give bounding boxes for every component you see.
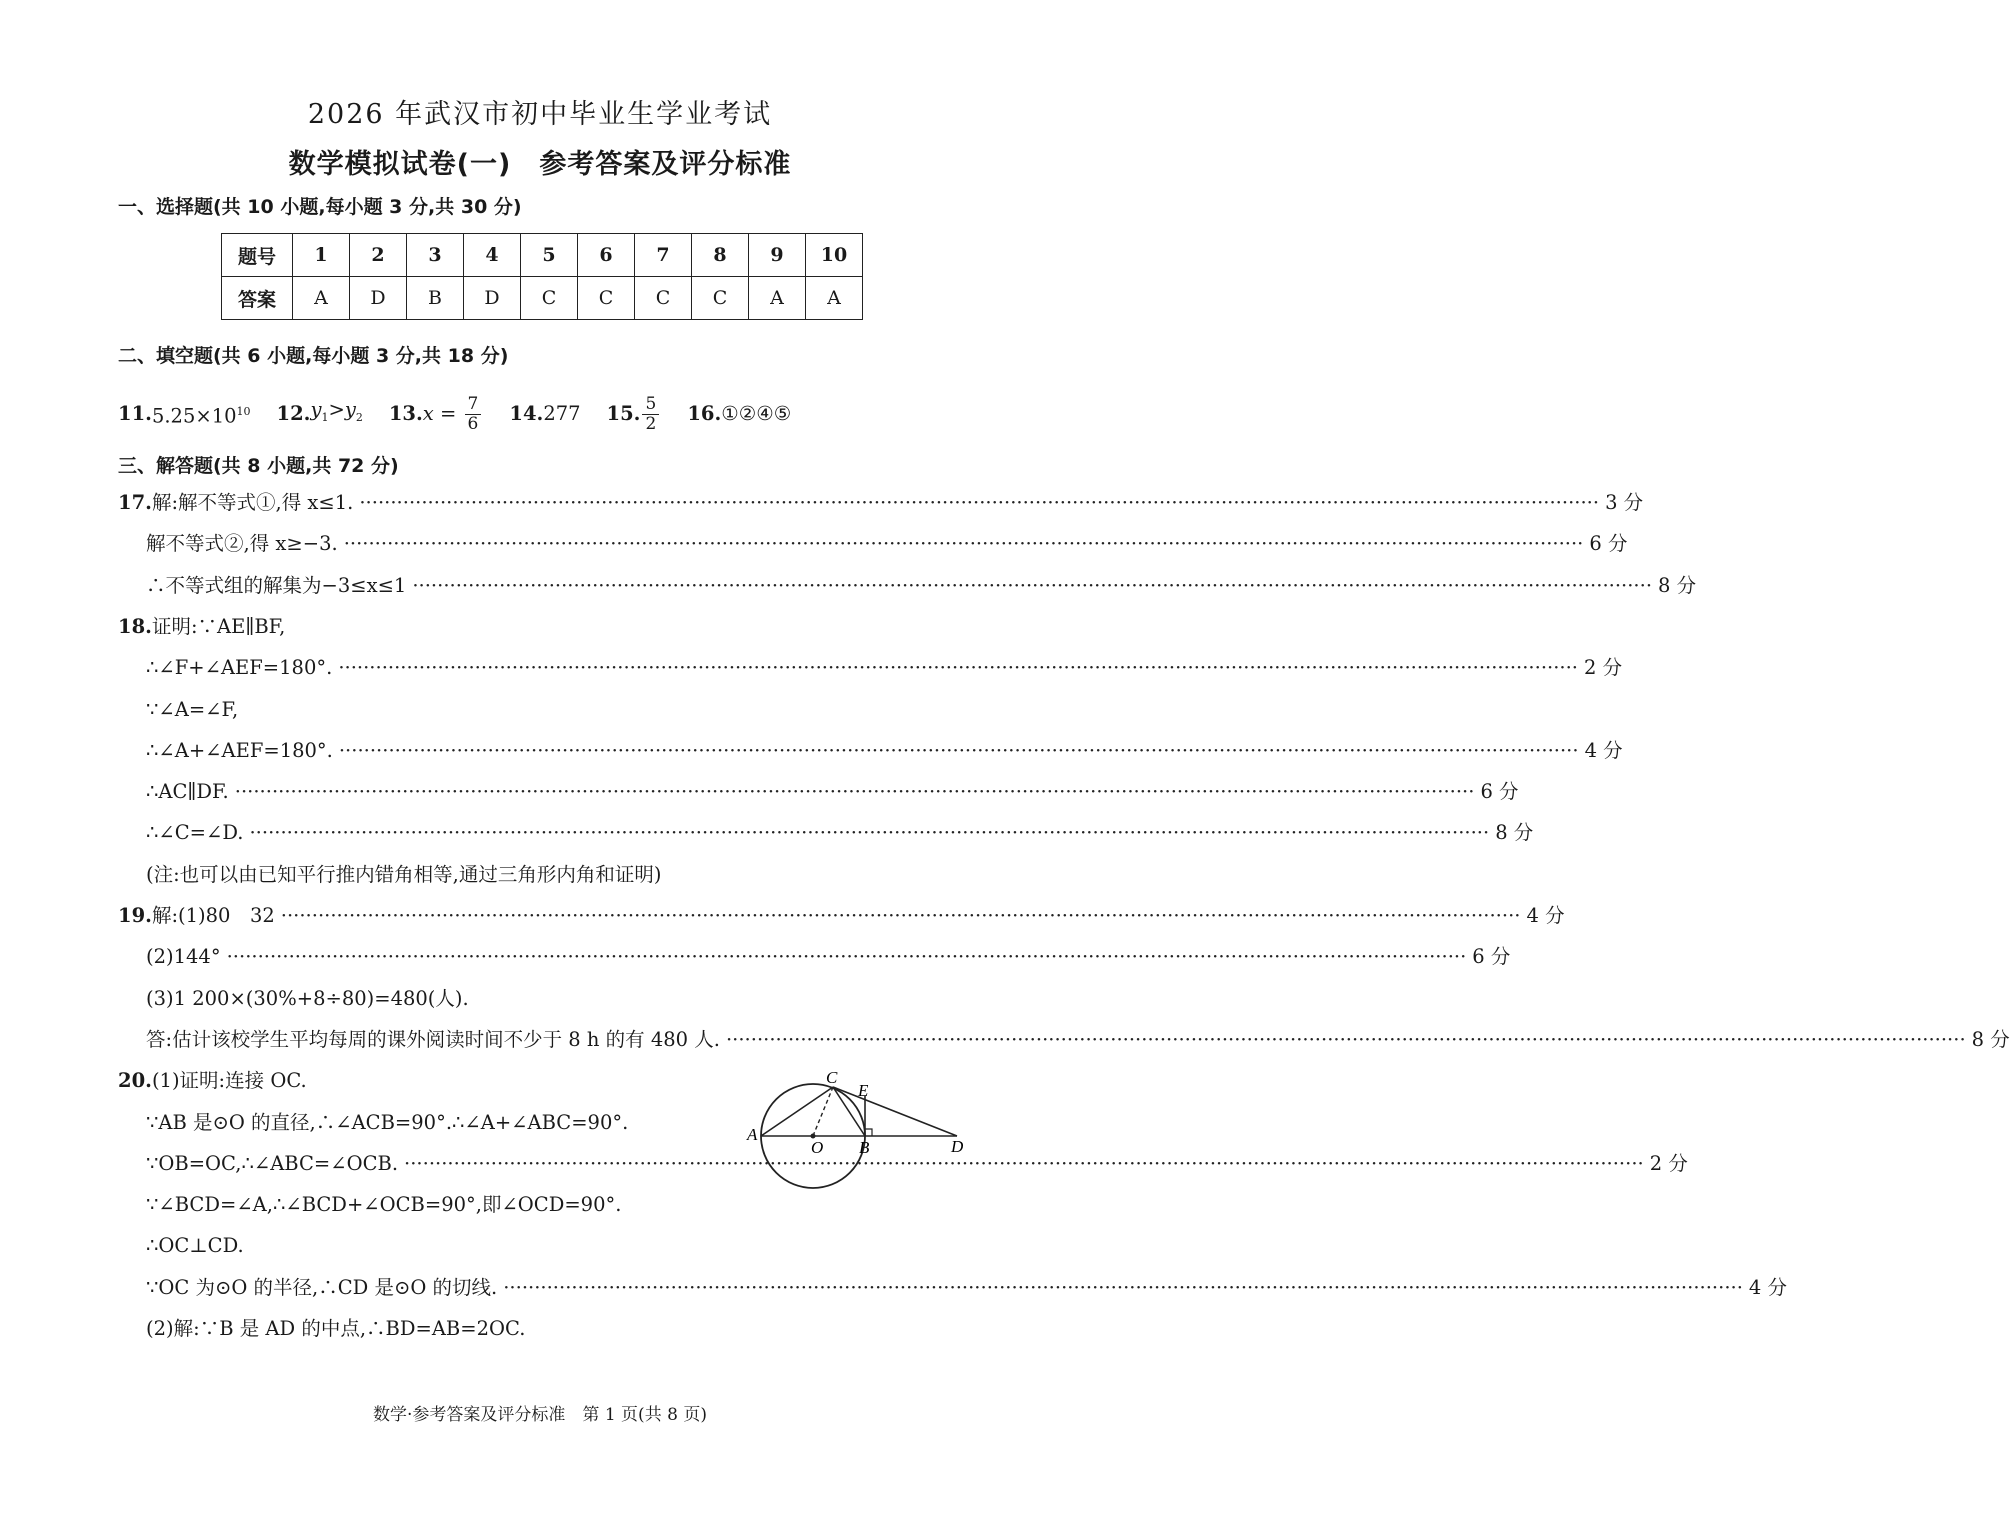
- score-points: 4 分: [1584, 738, 1623, 762]
- answer-cell: B: [407, 277, 464, 320]
- answer-cell: C: [578, 277, 635, 320]
- dot-leader: ········································································································································································································: [280, 904, 1521, 927]
- section2-heading: 二、填空题(共 6 小题,每小题 3 分,共 18 分): [118, 345, 509, 367]
- q12-sub-b: 2: [355, 410, 363, 424]
- solution-line: [118, 488, 1644, 518]
- score-points: 4 分: [1526, 904, 1565, 927]
- question-number: 3: [407, 234, 464, 277]
- q13-lhs: x =: [422, 402, 457, 425]
- right-angle-mark: [865, 1129, 872, 1136]
- solution-text: 解:(1)80 32: [151, 904, 275, 927]
- geometry-figure: [745, 1068, 970, 1183]
- dot-leader: ········································································································································································································: [226, 945, 1467, 969]
- dot-leader: ········································································································································································································: [234, 780, 1475, 804]
- q11-number: 11.: [118, 402, 152, 425]
- score-points: 3 分: [1605, 491, 1644, 514]
- q11-base: 5.25×10: [151, 404, 237, 428]
- solution-text: (2)解:∵B 是 AD 的中点,∴BD=AB=2OC.: [146, 1317, 526, 1340]
- q14-answer: 277: [543, 402, 581, 425]
- solution-text: ∵∠A=∠F,: [146, 697, 239, 721]
- answer-cell: D: [464, 277, 521, 320]
- question-number: 9: [749, 234, 806, 277]
- answer-table-answer-row: [222, 277, 863, 320]
- solution-text: ∴不等式组的解集为−3≤x≤1: [146, 573, 407, 597]
- dot-leader: ········································································································································································································: [503, 1275, 1743, 1299]
- question-number: 1: [293, 234, 350, 277]
- dot-leader: ········································································································································································································: [412, 573, 1653, 597]
- question-row-label: 题号: [222, 234, 293, 277]
- question-number: 2: [350, 234, 407, 277]
- question-number: 10: [806, 234, 863, 277]
- solution-text: ∵∠BCD=∠A,∴∠BCD+∠OCB=90°,即∠OCD=90°.: [146, 1193, 622, 1217]
- solution-text: ∴OC⊥CD.: [146, 1234, 244, 1258]
- dot-leader: ········································································································································································································: [343, 532, 1584, 556]
- solution-text: 答:估计该校学生平均每周的课外阅读时间不少于 8 h 的有 480 人.: [146, 1027, 720, 1051]
- solution-line: [146, 942, 1511, 972]
- solution-line: [146, 529, 1628, 559]
- answer-cell: A: [749, 277, 806, 320]
- label-b: B: [859, 1138, 870, 1157]
- q13-numerator: 7: [465, 395, 482, 415]
- solution-text: 证明:∵AE∥BF,: [151, 614, 286, 638]
- q12-var-a: y: [310, 398, 322, 422]
- page-subtitle: 数学模拟试卷(一) 参考答案及评分标准: [288, 149, 792, 180]
- question-number: 19.: [118, 904, 152, 927]
- dot-leader: ········································································································································································································: [404, 1151, 1644, 1175]
- score-points: 6 分: [1472, 945, 1511, 969]
- solution-line: [146, 736, 1623, 766]
- dot-leader: ········································································································································································································: [249, 821, 1490, 845]
- label-e: E: [858, 1081, 869, 1100]
- page-footer: 数学·参考答案及评分标准 第 1 页(共 8 页): [373, 1405, 707, 1425]
- section1-heading: 一、选择题(共 10 小题,每小题 3 分,共 30 分): [118, 196, 522, 218]
- question-number: 4: [464, 234, 521, 277]
- solution-line: [146, 1273, 1788, 1303]
- q13-fraction: [465, 395, 482, 434]
- answer-table-question-row: [222, 234, 863, 277]
- solution-line: [146, 1190, 965, 1220]
- solution-text: (1)证明:连接 OC.: [151, 1069, 307, 1093]
- line-cd: [833, 1087, 957, 1136]
- question-number: 7: [635, 234, 692, 277]
- score-points: 6 分: [1589, 532, 1628, 556]
- solution-line: [146, 984, 965, 1014]
- answer-table: [221, 233, 863, 320]
- score-points: 8 分: [1971, 1027, 2010, 1051]
- q15-denominator: 2: [645, 413, 657, 434]
- answer-cell: A: [293, 277, 350, 320]
- label-c: C: [826, 1068, 838, 1087]
- question-number: 5: [521, 234, 578, 277]
- question-number: 6: [578, 234, 635, 277]
- q13-denominator: 6: [467, 414, 479, 434]
- solution-text: ∴∠A+∠AEF=180°.: [146, 738, 333, 762]
- solution-text: 解不等式②,得 x≥−3.: [146, 532, 338, 556]
- solution-line: [146, 653, 1623, 683]
- q12-answer: [310, 388, 362, 440]
- answer-row-label: 答案: [222, 277, 293, 320]
- fill-in-answers: [118, 392, 791, 436]
- answer-cell: C: [692, 277, 749, 320]
- label-a: A: [747, 1125, 758, 1144]
- solution-text: ∴AC∥DF.: [146, 780, 229, 804]
- question-number: 17.: [118, 491, 152, 514]
- solution-line: [118, 901, 1565, 931]
- q11-exponent: 10: [236, 404, 251, 418]
- q14-number: 14.: [509, 402, 544, 425]
- solution-text: (注:也可以由已知平行推内错角相等,通过三角形内角和证明): [146, 862, 662, 886]
- label-o: O: [811, 1138, 824, 1157]
- score-points: 4 分: [1748, 1275, 1788, 1299]
- section3-heading: 三、解答题(共 8 小题,共 72 分): [118, 455, 399, 477]
- dot-leader: ········································································································································································································: [338, 738, 1579, 762]
- q15-number: 15.: [606, 402, 641, 425]
- solution-line: [146, 818, 1534, 848]
- q12-var-b: y: [344, 398, 356, 422]
- solution-text: ∴∠F+∠AEF=180°.: [146, 656, 333, 680]
- page-title: 2026 年武汉市初中毕业生学业考试: [307, 99, 773, 130]
- q16-answer: ①②④⑤: [721, 402, 792, 425]
- solution-text: (3)1 200×(30%+8÷80)=480(人).: [146, 986, 469, 1010]
- score-points: 6 分: [1480, 780, 1519, 804]
- question-number: 8: [692, 234, 749, 277]
- question-number: 20.: [118, 1069, 152, 1093]
- solution-text: ∴∠C=∠D.: [146, 821, 244, 845]
- score-points: 8 分: [1658, 573, 1697, 597]
- q16-number: 16.: [687, 402, 722, 425]
- label-d: D: [951, 1137, 964, 1156]
- solution-text: ∵AB 是⊙O 的直径,∴∠ACB=90°.∴∠A+∠ABC=90°.: [146, 1110, 629, 1134]
- q15-numerator: 5: [642, 395, 659, 415]
- score-points: 8 分: [1495, 821, 1534, 845]
- solution-text: ∵OB=OC,∴∠ABC=∠OCB.: [146, 1151, 399, 1175]
- answer-cell: D: [350, 277, 407, 320]
- solution-text: ∵OC 为⊙O 的半径,∴CD 是⊙O 的切线.: [146, 1275, 498, 1299]
- dot-leader: ········································································································································································································: [359, 491, 1600, 514]
- solution-line: [146, 1314, 965, 1344]
- solution-line: [146, 777, 1519, 807]
- q12-number: 12.: [276, 402, 311, 425]
- dot-leader: ········································································································································································································: [338, 656, 1579, 680]
- solution-text: 解:解不等式①,得 x≤1.: [151, 491, 354, 514]
- q11-answer: [152, 390, 251, 439]
- answer-cell: C: [635, 277, 692, 320]
- q13-number: 13.: [388, 402, 423, 425]
- solution-line: [146, 1231, 965, 1261]
- solution-line: [118, 612, 965, 642]
- q13-answer: [423, 392, 484, 436]
- answer-cell: A: [806, 277, 863, 320]
- solution-line: [146, 1149, 1688, 1179]
- question-number: 18.: [118, 614, 152, 638]
- solution-line: [146, 695, 965, 725]
- score-points: 2 分: [1649, 1151, 1688, 1175]
- solution-text: (2)144°: [146, 945, 221, 969]
- dot-leader: ········································································································································································································: [725, 1027, 1966, 1051]
- q12-operator: >: [328, 398, 345, 422]
- solution-line: [146, 571, 1697, 601]
- q15-fraction: [642, 395, 659, 434]
- score-points: 2 分: [1584, 656, 1623, 680]
- solution-line: [146, 860, 965, 890]
- solution-line: [146, 1025, 2010, 1055]
- line-ac: [761, 1087, 833, 1136]
- q12-sub-a: 1: [321, 410, 329, 424]
- answer-cell: C: [521, 277, 578, 320]
